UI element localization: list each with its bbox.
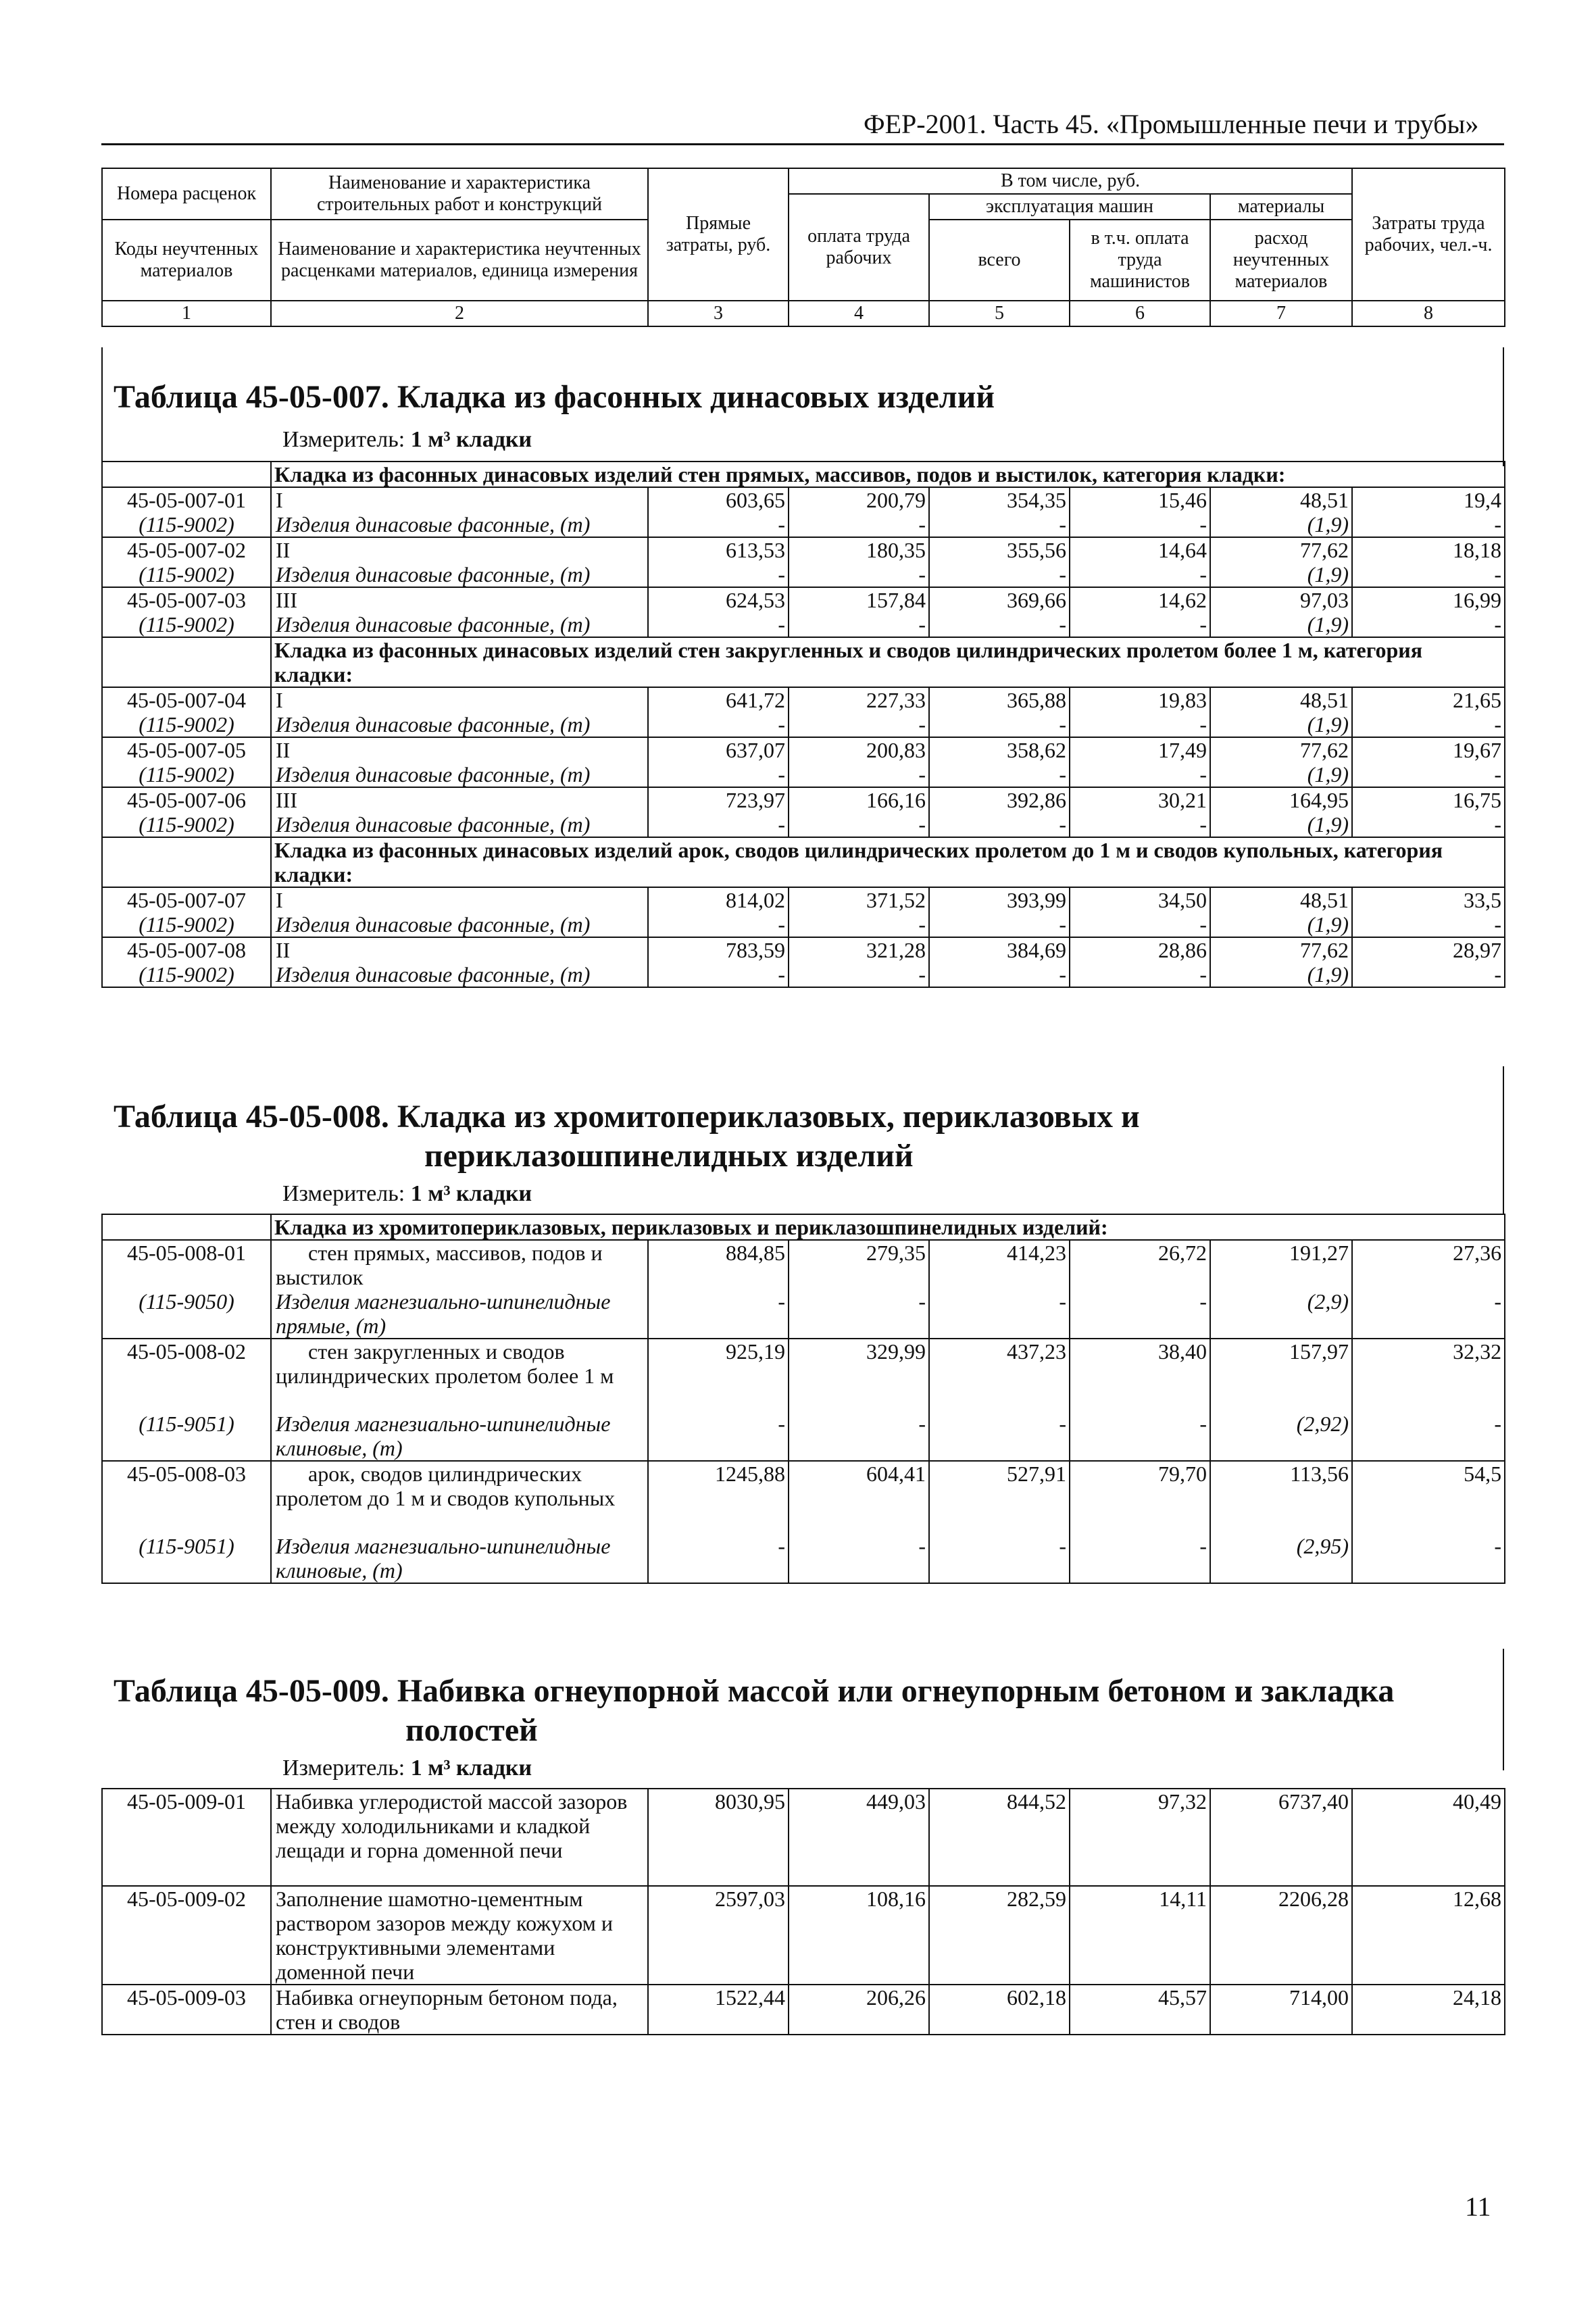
rate-name: стен закругленных и сводов цилиндрических пролетом более 1 м	[271, 1339, 648, 1412]
col-number: 2	[271, 301, 648, 326]
material-qty: (1,9)	[1210, 512, 1352, 537]
rate-name: Набивка углеродистой массой зазоров между холодильниками и кладкой лещади и горна доменной печи	[271, 1789, 648, 1886]
material-code: (115-9002)	[102, 812, 271, 837]
rate-code: 45-05-007-07	[102, 887, 271, 912]
material-name: Изделия магнезиально-шпинелидные клиновые, (т)	[271, 1534, 648, 1583]
machinist-pay: 15,46	[1070, 487, 1210, 512]
direct-costs: 814,02	[648, 887, 789, 912]
machinist-pay: 97,32	[1070, 1789, 1210, 1886]
dash-cell: -	[789, 1289, 929, 1339]
material-name: Изделия динасовые фасонные, (т)	[271, 762, 648, 787]
included-group-header: В том числе, руб.	[789, 168, 1352, 194]
table-row	[102, 962, 1505, 987]
labor-hours: 54,5	[1352, 1461, 1505, 1534]
machines-total: 358,62	[929, 737, 1070, 762]
dash-cell: -	[789, 712, 929, 737]
direct-costs: 603,65	[648, 487, 789, 512]
col-number: 6	[1070, 301, 1210, 326]
rate-code: 45-05-007-02	[102, 537, 271, 562]
materials-cost: 191,27	[1210, 1240, 1352, 1289]
table-row	[102, 1789, 1505, 1886]
machines-total: 393,99	[929, 887, 1070, 912]
material-name: Изделия динасовые фасонные, (т)	[271, 812, 648, 837]
col-number: 3	[648, 301, 789, 326]
table-row	[102, 712, 1505, 737]
rate-code: 45-05-008-03	[102, 1461, 271, 1534]
direct-costs: 1522,44	[648, 1985, 789, 2035]
labor-pay: 200,79	[789, 487, 929, 512]
materials-group-header: материалы	[1210, 194, 1352, 220]
material-code: (115-9002)	[102, 562, 271, 587]
dash-cell: -	[929, 962, 1070, 987]
machines-total: 354,35	[929, 487, 1070, 512]
dash-cell: -	[1070, 1534, 1210, 1583]
material-qty: (2,92)	[1210, 1412, 1352, 1461]
material-name: Изделия магнезиально-шпинелидные клиновые, (т)	[271, 1412, 648, 1461]
dash-cell: -	[929, 1534, 1070, 1583]
materials-cost: 48,51	[1210, 487, 1352, 512]
dash-cell: -	[1352, 612, 1505, 637]
labor-pay: 166,16	[789, 787, 929, 812]
rate-code: 45-05-009-03	[102, 1985, 271, 2035]
col1-top-header: Номера расценок	[102, 168, 271, 220]
rate-code: 45-05-007-01	[102, 487, 271, 512]
labor-hours: 28,97	[1352, 937, 1505, 962]
labor-pay: 200,83	[789, 737, 929, 762]
machines-total: 602,18	[929, 1985, 1070, 2035]
dash-cell: -	[1070, 612, 1210, 637]
materials-cost: 6737,40	[1210, 1789, 1352, 1886]
rate-code: 45-05-008-01	[102, 1240, 271, 1289]
direct-costs: 641,72	[648, 687, 789, 712]
dash-cell: -	[1352, 912, 1505, 937]
dash-cell: -	[648, 762, 789, 787]
machines-total: 414,23	[929, 1240, 1070, 1289]
labor-hours: 16,75	[1352, 787, 1505, 812]
dash-cell: -	[929, 762, 1070, 787]
material-qty: (1,9)	[1210, 812, 1352, 837]
rate-name: II	[271, 737, 648, 762]
machines-total: 369,66	[929, 587, 1070, 612]
table-row	[102, 737, 1505, 762]
materials-cost: 164,95	[1210, 787, 1352, 812]
table-007-title: Таблица 45-05-007. Кладка из фасонных динасовых изделий	[114, 379, 995, 415]
materials-cost: 113,56	[1210, 1461, 1352, 1534]
materials-cost: 48,51	[1210, 887, 1352, 912]
dash-cell: -	[648, 812, 789, 837]
table-008-title-line2: периклазошпинелидных изделий	[424, 1138, 914, 1174]
material-code: (115-9002)	[102, 962, 271, 987]
material-code: (115-9050)	[102, 1289, 271, 1339]
header-rule	[101, 143, 1504, 145]
table-row	[102, 1289, 1505, 1339]
labor-hours: 19,67	[1352, 737, 1505, 762]
dash-cell: -	[789, 962, 929, 987]
direct-costs: 723,97	[648, 787, 789, 812]
direct-costs: 613,53	[648, 537, 789, 562]
labor-hours: 21,65	[1352, 687, 1505, 712]
labor-hours: 16,99	[1352, 587, 1505, 612]
rate-code: 45-05-008-02	[102, 1339, 271, 1412]
col-number: 7	[1210, 301, 1352, 326]
dash-cell: -	[929, 562, 1070, 587]
table-008	[101, 1214, 1505, 1584]
col2-top-header: Наименование и характеристика строительных работ и конструкций	[271, 168, 648, 220]
dash-cell: -	[789, 1534, 929, 1583]
col3-header: Прямые затраты, руб.	[648, 168, 789, 301]
labor-pay: 206,26	[789, 1985, 929, 2035]
frame-line	[1503, 1066, 1504, 1214]
dash-cell: -	[1352, 1534, 1505, 1583]
machinist-pay: 30,21	[1070, 787, 1210, 812]
dash-cell: -	[1070, 912, 1210, 937]
machines-group-header: эксплуатация машин	[929, 194, 1210, 220]
dash-cell: -	[648, 1534, 789, 1583]
labor-hours: 27,36	[1352, 1240, 1505, 1289]
table-008-title-line1: Таблица 45-05-008. Кладка из хромитопериклазовых, периклазовых и	[114, 1099, 1140, 1135]
dash-cell: -	[1070, 512, 1210, 537]
col-number: 1	[102, 301, 271, 326]
page-number: 11	[1465, 2191, 1491, 2222]
material-qty: (1,9)	[1210, 962, 1352, 987]
machinist-pay: 38,40	[1070, 1339, 1210, 1412]
dash-cell: -	[929, 612, 1070, 637]
section-title: Кладка из хромитопериклазовых, периклазовых и периклазошпинелидных изделий:	[271, 1214, 1505, 1240]
labor-hours: 33,5	[1352, 887, 1505, 912]
col5-header: всего	[929, 220, 1070, 301]
dash-cell: -	[789, 1412, 929, 1461]
table-007	[101, 461, 1505, 988]
machinist-pay: 28,86	[1070, 937, 1210, 962]
dash-cell: -	[1352, 1289, 1505, 1339]
dash-cell: -	[789, 612, 929, 637]
labor-pay: 329,99	[789, 1339, 929, 1412]
machinist-pay: 17,49	[1070, 737, 1210, 762]
section-header-row	[102, 462, 1505, 487]
material-code: (115-9002)	[102, 712, 271, 737]
rate-name: III	[271, 587, 648, 612]
table-007-measure: Измеритель: 1 м³ кладки	[282, 427, 532, 452]
direct-costs: 2597,03	[648, 1886, 789, 1985]
material-code: (115-9051)	[102, 1412, 271, 1461]
dash-cell: -	[789, 812, 929, 837]
material-code: (115-9002)	[102, 912, 271, 937]
table-009-title-line2: полостей	[405, 1712, 538, 1748]
dash-cell: -	[648, 512, 789, 537]
section-title: Кладка из фасонных динасовых изделий стен прямых, массивов, подов и выстилок, категория кладки:	[271, 462, 1505, 487]
dash-cell: -	[648, 1412, 789, 1461]
dash-cell: -	[1070, 712, 1210, 737]
dash-cell: -	[789, 912, 929, 937]
dash-cell: -	[1352, 762, 1505, 787]
table-row	[102, 937, 1505, 962]
rate-code: 45-05-007-04	[102, 687, 271, 712]
machinist-pay: 14,64	[1070, 537, 1210, 562]
dash-cell: -	[1352, 562, 1505, 587]
rate-name: I	[271, 687, 648, 712]
machines-total: 392,86	[929, 787, 1070, 812]
machinist-pay: 14,11	[1070, 1886, 1210, 1985]
rate-name: Заполнение шамотно-цементным раствором зазоров между кожухом и конструктивными элементами доменной печи	[271, 1886, 648, 1985]
materials-cost: 2206,28	[1210, 1886, 1352, 1985]
table-row	[102, 1461, 1505, 1534]
labor-pay: 279,35	[789, 1240, 929, 1289]
material-name: Изделия динасовые фасонные, (т)	[271, 962, 648, 987]
dash-cell: -	[1070, 962, 1210, 987]
table-row	[102, 1240, 1505, 1289]
materials-cost: 97,03	[1210, 587, 1352, 612]
dash-cell: -	[648, 912, 789, 937]
material-qty: (2,9)	[1210, 1289, 1352, 1339]
material-qty: (1,9)	[1210, 912, 1352, 937]
rate-name: III	[271, 787, 648, 812]
dash-cell: -	[1070, 1412, 1210, 1461]
section-title: Кладка из фасонных динасовых изделий арок, сводов цилиндрических пролетом до 1 м и сводов купольных, категория кладки:	[271, 837, 1505, 887]
frame-line	[1503, 347, 1504, 466]
table-row	[102, 1886, 1505, 1985]
col1-bottom-header: Коды неучтенных материалов	[102, 220, 271, 301]
dash-cell: -	[929, 912, 1070, 937]
dash-cell: -	[1352, 962, 1505, 987]
rate-code: 45-05-007-06	[102, 787, 271, 812]
section-header-row	[102, 837, 1505, 887]
labor-pay: 604,41	[789, 1461, 929, 1534]
labor-pay: 449,03	[789, 1789, 929, 1886]
section-header-row	[102, 637, 1505, 687]
machines-total: 844,52	[929, 1789, 1070, 1886]
machinist-pay: 79,70	[1070, 1461, 1210, 1534]
dash-cell: -	[648, 562, 789, 587]
table-009	[101, 1788, 1505, 2035]
direct-costs: 1245,88	[648, 1461, 789, 1534]
machines-total: 365,88	[929, 687, 1070, 712]
rate-name: Набивка огнеупорным бетоном пода, стен и сводов	[271, 1985, 648, 2035]
table-row	[102, 687, 1505, 712]
rate-name: II	[271, 937, 648, 962]
direct-costs: 8030,95	[648, 1789, 789, 1886]
dash-cell: -	[1352, 1412, 1505, 1461]
table-row	[102, 1339, 1505, 1412]
materials-cost: 714,00	[1210, 1985, 1352, 2035]
material-qty: (1,9)	[1210, 562, 1352, 587]
rate-name: II	[271, 537, 648, 562]
machinist-pay: 19,83	[1070, 687, 1210, 712]
labor-hours: 18,18	[1352, 537, 1505, 562]
dash-cell: -	[789, 562, 929, 587]
rate-code: 45-05-009-02	[102, 1886, 271, 1985]
machinist-pay: 14,62	[1070, 587, 1210, 612]
direct-costs: 783,59	[648, 937, 789, 962]
dash-cell: -	[648, 712, 789, 737]
direct-costs: 884,85	[648, 1240, 789, 1289]
material-qty: (1,9)	[1210, 712, 1352, 737]
table-row	[102, 537, 1505, 562]
labor-pay: 180,35	[789, 537, 929, 562]
labor-pay: 227,33	[789, 687, 929, 712]
material-code: (115-9002)	[102, 512, 271, 537]
table-row	[102, 812, 1505, 837]
table-row	[102, 1534, 1505, 1583]
dash-cell: -	[648, 962, 789, 987]
machinist-pay: 26,72	[1070, 1240, 1210, 1289]
running-header: ФЕР-2001. Часть 45. «Промышленные печи и трубы»	[864, 109, 1479, 139]
machines-total: 384,69	[929, 937, 1070, 962]
material-name: Изделия динасовые фасонные, (т)	[271, 512, 648, 537]
table-row	[102, 512, 1505, 537]
material-name: Изделия динасовые фасонные, (т)	[271, 912, 648, 937]
rate-name: стен прямых, массивов, подов и выстилок	[271, 1240, 648, 1289]
column-header-table	[101, 168, 1505, 327]
direct-costs: 624,53	[648, 587, 789, 612]
dash-cell: -	[1070, 762, 1210, 787]
machines-total: 355,56	[929, 537, 1070, 562]
material-name: Изделия динасовые фасонные, (т)	[271, 612, 648, 637]
machinist-pay: 45,57	[1070, 1985, 1210, 2035]
material-code: (115-9002)	[102, 762, 271, 787]
dash-cell: -	[929, 712, 1070, 737]
frame-line	[1503, 1649, 1504, 1770]
table-row	[102, 787, 1505, 812]
materials-cost: 77,62	[1210, 937, 1352, 962]
section-title: Кладка из фасонных динасовых изделий стен закругленных и сводов цилиндрических пролетом более 1 м, категория кладки:	[271, 637, 1505, 687]
material-name: Изделия динасовые фасонные, (т)	[271, 562, 648, 587]
empty-cell	[102, 637, 271, 687]
empty-cell	[102, 837, 271, 887]
table-009-measure: Измеритель: 1 м³ кладки	[282, 1756, 532, 1781]
machines-total: 527,91	[929, 1461, 1070, 1534]
labor-hours: 32,32	[1352, 1339, 1505, 1412]
materials-cost: 157,97	[1210, 1339, 1352, 1412]
empty-cell	[102, 1214, 271, 1240]
labor-hours: 40,49	[1352, 1789, 1505, 1886]
labor-hours: 12,68	[1352, 1886, 1505, 1985]
col8-header: Затраты труда рабочих, чел.-ч.	[1352, 168, 1505, 301]
rate-name: I	[271, 887, 648, 912]
col2-bottom-header: Наименование и характеристика неучтенных расценками материалов, единица измерения	[271, 220, 648, 301]
dash-cell: -	[1352, 812, 1505, 837]
table-row	[102, 762, 1505, 787]
labor-hours: 19,4	[1352, 487, 1505, 512]
direct-costs: 637,07	[648, 737, 789, 762]
material-code: (115-9002)	[102, 612, 271, 637]
table-row	[102, 887, 1505, 912]
table-row	[102, 587, 1505, 612]
labor-hours: 24,18	[1352, 1985, 1505, 2035]
labor-pay: 371,52	[789, 887, 929, 912]
empty-cell	[102, 462, 271, 487]
frame-line	[101, 347, 103, 466]
table-row	[102, 1985, 1505, 2035]
col-number: 4	[789, 301, 929, 326]
table-row	[102, 487, 1505, 512]
table-row	[102, 612, 1505, 637]
table-008-measure: Измеритель: 1 м³ кладки	[282, 1181, 532, 1206]
dash-cell: -	[1070, 1289, 1210, 1339]
materials-cost: 77,62	[1210, 537, 1352, 562]
table-row	[102, 1412, 1505, 1461]
machinist-pay: 34,50	[1070, 887, 1210, 912]
rate-name: арок, сводов цилиндрических пролетом до 1 м и сводов купольных	[271, 1461, 648, 1534]
dash-cell: -	[929, 1289, 1070, 1339]
dash-cell: -	[1070, 812, 1210, 837]
material-qty: (2,95)	[1210, 1534, 1352, 1583]
material-qty: (1,9)	[1210, 612, 1352, 637]
materials-cost: 48,51	[1210, 687, 1352, 712]
col4-header: оплата труда рабочих	[789, 194, 929, 301]
direct-costs: 925,19	[648, 1339, 789, 1412]
dash-cell: -	[648, 1289, 789, 1339]
dash-cell: -	[1352, 712, 1505, 737]
dash-cell: -	[789, 512, 929, 537]
machines-total: 282,59	[929, 1886, 1070, 1985]
dash-cell: -	[1352, 512, 1505, 537]
dash-cell: -	[789, 762, 929, 787]
rate-code: 45-05-007-03	[102, 587, 271, 612]
materials-cost: 77,62	[1210, 737, 1352, 762]
table-row	[102, 562, 1505, 587]
labor-pay: 321,28	[789, 937, 929, 962]
dash-cell: -	[929, 512, 1070, 537]
material-code: (115-9051)	[102, 1534, 271, 1583]
dash-cell: -	[1070, 562, 1210, 587]
col-number: 8	[1352, 301, 1505, 326]
rate-code: 45-05-007-05	[102, 737, 271, 762]
material-name: Изделия магнезиально-шпинелидные прямые, (т)	[271, 1289, 648, 1339]
table-009-title-line1: Таблица 45-05-009. Набивка огнеупорной массой или огнеупорным бетоном и закладка	[114, 1673, 1395, 1709]
material-name: Изделия динасовые фасонные, (т)	[271, 712, 648, 737]
rate-code: 45-05-009-01	[102, 1789, 271, 1886]
labor-pay: 157,84	[789, 587, 929, 612]
col6-header: в т.ч. оплата труда машинистов	[1070, 220, 1210, 301]
rate-name: I	[271, 487, 648, 512]
material-qty: (1,9)	[1210, 762, 1352, 787]
labor-pay: 108,16	[789, 1886, 929, 1985]
dash-cell: -	[648, 612, 789, 637]
machines-total: 437,23	[929, 1339, 1070, 1412]
col7-header: расход неучтенных материалов	[1210, 220, 1352, 301]
rate-code: 45-05-007-08	[102, 937, 271, 962]
table-row	[102, 912, 1505, 937]
dash-cell: -	[929, 1412, 1070, 1461]
section-header-row	[102, 1214, 1505, 1240]
col-number: 5	[929, 301, 1070, 326]
dash-cell: -	[929, 812, 1070, 837]
